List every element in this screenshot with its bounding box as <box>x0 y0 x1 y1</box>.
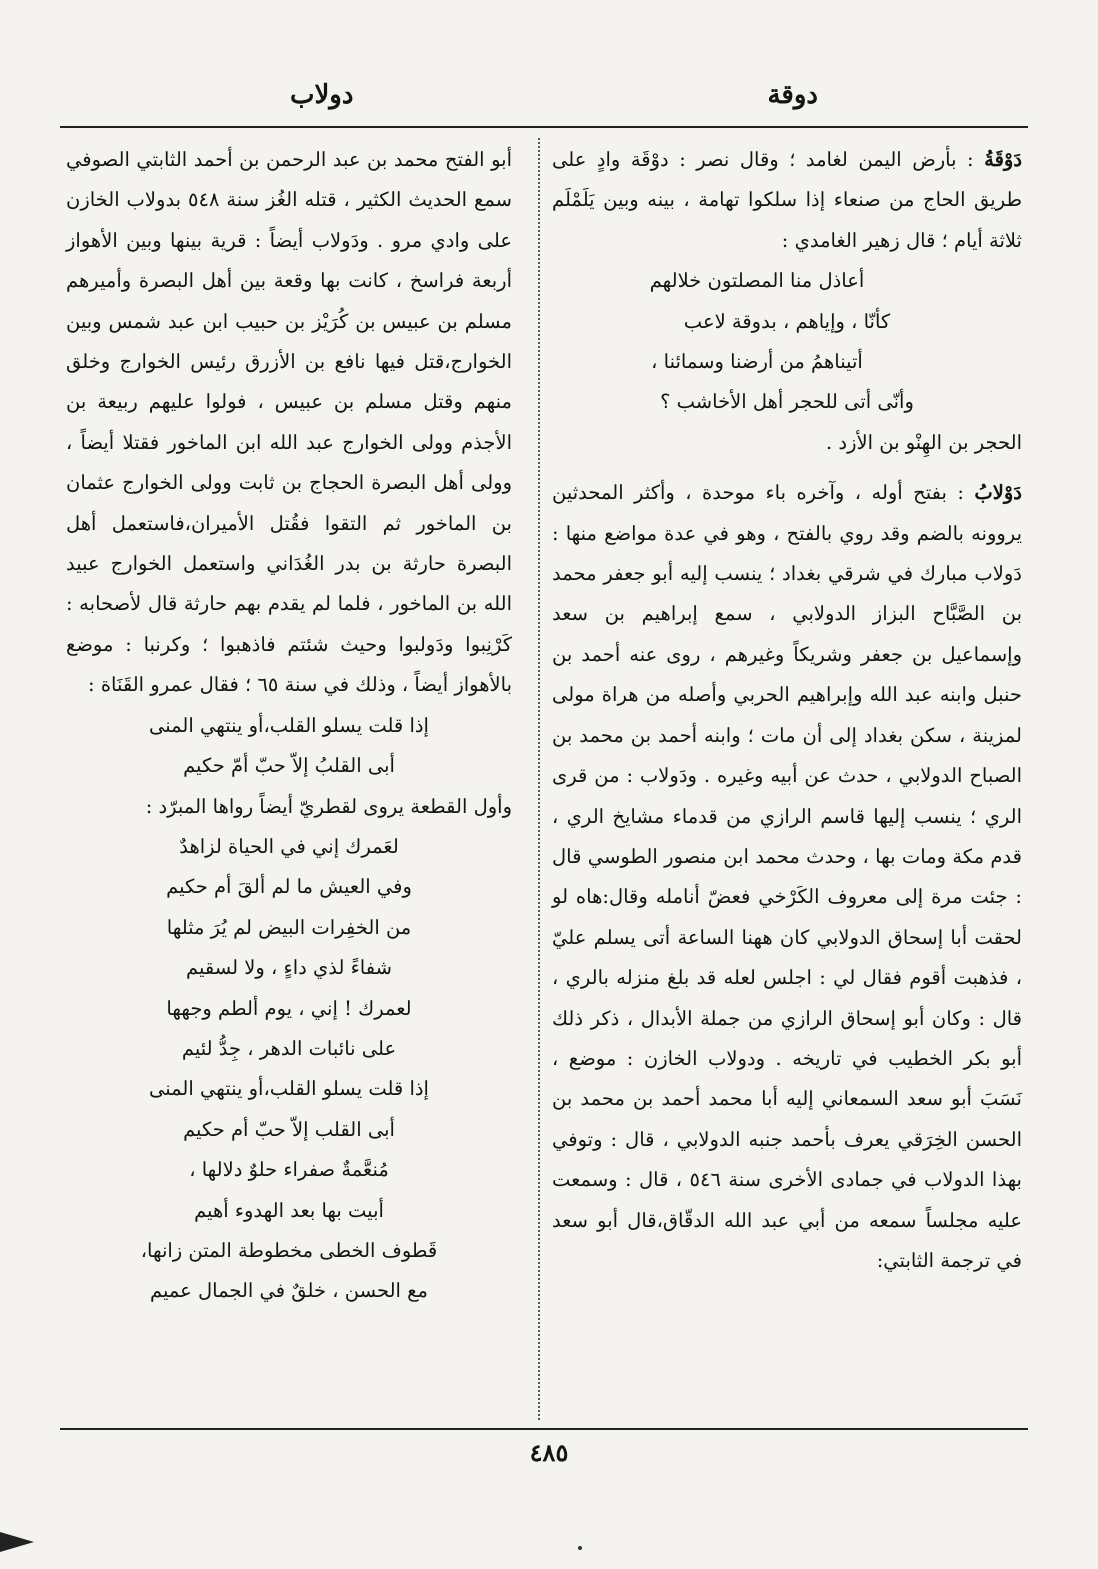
verse-line: على نائبات الدهر ، جِدُّ لئيم <box>181 1036 397 1060</box>
entry-text: : بأرض اليمن لغامد ؛ وقال نصر : دوْقَة وادٍ على طريق الحاج من صنعاء إذا سلكوا تهامة ، بينه وبين يَلَمْلَم ثلاثة أيام ؛ قال زهير الغامدي : <box>552 148 1022 252</box>
verse-line: مع الحسن ، خلقٌ في الجمال عميم <box>150 1279 428 1303</box>
verse-line: قَطوف الخطى مخطوطة المتن زانها، <box>140 1238 438 1262</box>
verse-line: إذا قلت يسلو القلب،أو ينتهي المنى <box>149 713 429 737</box>
entry-headword: دَوْقَةُ <box>984 148 1023 171</box>
verse-line: لعمرك ! إني ، يوم ألطم وجهها <box>166 996 412 1020</box>
header-title-left: دولاب <box>290 80 354 110</box>
right-column <box>552 140 1022 1281</box>
entry-dawqa <box>552 140 1022 261</box>
page-number: ٤٨٥ <box>529 1438 569 1467</box>
verse-line: لعَمرك إني في الحياة لزاهدٌ <box>179 834 399 858</box>
verse-line: أعاذل منا المصلتون خلالهم <box>649 269 865 293</box>
verse-line: كأنّا ، وإياهم ، بدوقة لاعب <box>683 309 891 333</box>
corner-mark <box>0 1532 34 1552</box>
column-divider <box>538 138 540 1420</box>
verse-line: إذا قلت يسلو القلب،أو ينتهي المنى <box>149 1077 429 1101</box>
verse-line: أتيناهمُ من أرضنا وسمائنا ، <box>651 350 863 374</box>
verse-line: أبيت بها بعد الهدوء أهيم <box>194 1198 384 1222</box>
verse-line: مُنعَّمةٌ صفراء حلوٌ دلالها ، <box>189 1158 389 1182</box>
verse-line: وأنّى أتى للحجر أهل الأخاشب ؟ <box>660 390 914 414</box>
verse-line: من الخفِرات البيض لم يُرَ مثلها <box>166 915 412 939</box>
entry-headword: دَوْلابُ <box>974 481 1022 505</box>
left-column <box>66 140 512 1312</box>
header-title-right: دوقة <box>767 80 818 110</box>
verse-line: أبى القلبُ إلاّ حبّ أمّ حكيم <box>183 754 395 778</box>
verse-line: وفي العيش ما لم ألقَ أم حكيم <box>166 875 412 899</box>
dot-mark <box>578 1546 582 1550</box>
entry-text: : بفتح أوله ، وآخره باء موحدة ، وأكثر المحدثين يروونه بالضم وقد روي بالفتح ، وهو في عدة مواضع منها : دَولاب مبارك في شرقي بغداد ؛ ينسب إليه أبو جعفر محمد بن الصَّبَّاح البزاز الدولابي ، سمع إبراهيم بن سعد وإسماعيل بن جعفر وشريكاً وغيرهم ، روى عنه أحمد بن حنبل وابنه عبد الله وإبراهيم الحربي وأصله من هراة مولى لمزينة ، سكن بغداد إلى أن مات ؛ وابنه أحمد بن محمد بن الصباح الدولابي ، حدث عن أبيه وغيره . ودَولاب : من قرى الري ؛ ينسب إليها قاسم الرازي من قدماء مشايخ الري ، قدم مكة ومات بها ، وحدث محمد ابن منصور الطوسي قال : جئت مرة إلى معروف الكَرْخي فعضّ أنامله وقال:هاه لو لحقت أبا إسحاق الدولابي كان ههنا الساعة أتى يسلم عليّ ، فذهبت أقوم فقال لي : اجلس لعله قد بلغ منزله بالري ، قال : وكان أبو إسحاق الرازي من جملة الأبدال ، ذكر ذلك أبو بكر الخطيب في تاريخه . ودولاب الخازن : موضع ، نَسَبَ أبو سعد السمعاني إليه أبا محمد أحمد بن محمد بن الحسن الخِرَقي يعرف بأحمد جنبه الدولابي ، قال : وتوفي بهذا الدولاب في جمادى الأخرى سنة ٥٤٦ ، قال : وسمعت عليه مجلساً سمعه من أبي عبد الله الدقّاق،قال أبو سعد في ترجمة الثابتي: <box>552 481 1022 1272</box>
verse-intro: وأول القطعة يروى لقطريّ أيضاً رواها المبرّد : <box>145 794 512 818</box>
verse-line: أبى القلب إلاّ حبّ أم حكيم <box>183 1117 395 1141</box>
verse-line: شفاءً لذي داءٍ ، ولا لسقيم <box>186 956 392 980</box>
top-rule <box>60 126 1028 128</box>
entry-dulab <box>552 473 1022 1281</box>
bottom-rule <box>60 1428 1028 1430</box>
spacer <box>552 463 1022 473</box>
entry-continuation: أبو الفتح محمد بن عبد الرحمن بن أحمد الثابتي الصوفي سمع الحديث الكثير ، قتله الغُز سنة ٥٤٨ بدولاب الخازن على وادي مرو . ودَولاب أيضاً : قرية بينها وبين الأهواز أربعة فراسخ ، كانت بها وقعة بين أهل البصرة وأميرهم مسلم بن عبيس بن كُرَيْز بن حبيب ابن عبد شمس وبين الخوارج،قتل فيها نافع بن الأزرق رئيس الخوارج وخلق منهم وقتل مسلم بن عبيس ، فولوا عليهم ربيعة بن الأجذم وولى الخوارج عبد الله ابن الماخور فقتلا أيضاً ، وولى أهل البصرة الحجاج بن ثابت وولى الخوارج عثمان بن الماخور ثم التقوا فقُتل الأميران،فاستعمل أهل البصرة حارثة بن بدر الغُدَاني واستعمل الخوارج عبيد الله بن الماخور ، فلما لم يقدم بهم حارثة قال لأصحابه : كَرْنِبوا ودَولبوا وحيث شئتم فاذهبوا ؛ وكرنبا : موضع بالأهواز أيضاً ، وذلك في سنة ٦٥ ؛ فقال عمرو القَنَاة : <box>66 148 512 697</box>
verse-note: الحجر بن الهِنْو بن الأزد . <box>826 430 1022 454</box>
